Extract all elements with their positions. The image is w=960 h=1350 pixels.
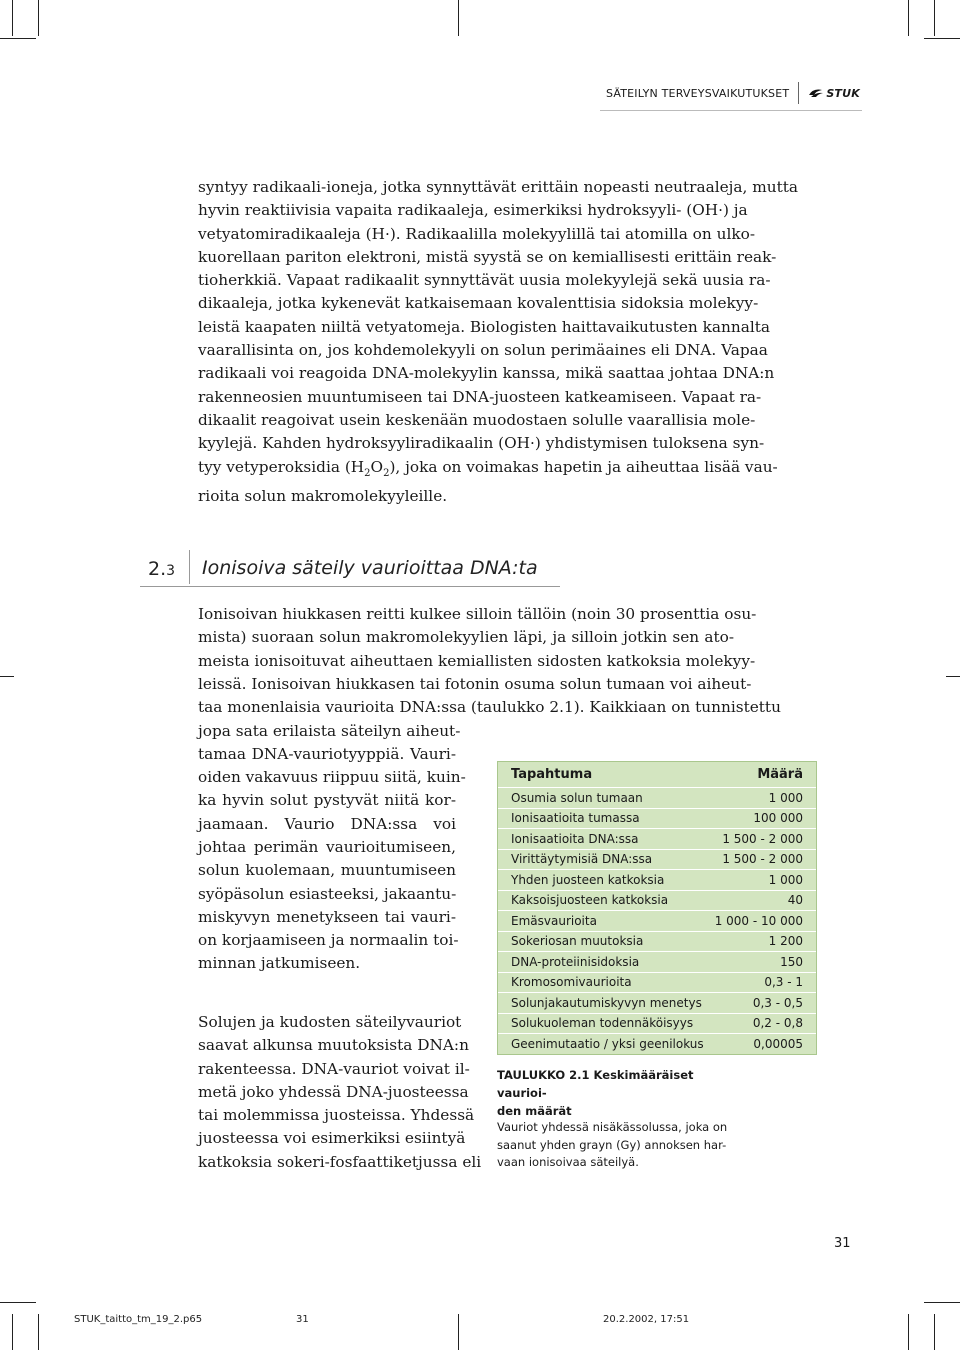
crop-mark: [12, 1314, 13, 1350]
text-line: kyylejä. Kahden hydroksyyliradikaalin (OH·) yhdistymisen tuloksena syn-: [198, 434, 765, 453]
table-cell-amount: 1 500 - 2 000: [722, 852, 803, 867]
text-line: rakenteessa. DNA-vauriot voivat il-: [198, 1059, 470, 1078]
table-row: [498, 972, 816, 993]
page-number: 31: [834, 1236, 851, 1251]
text-line: vaarallisinta on, jos kohdemolekyyli on solun perimäaines eli DNA. Vapaa: [198, 341, 768, 360]
text-line: jaamaan. Vaurio DNA:ssa voi: [198, 814, 456, 833]
text-line: kuorellaan pariton elektroni, mistä syystä se on kemiallisesti erittäin reak-: [198, 247, 777, 266]
table-header: [498, 762, 816, 787]
table-row: [498, 890, 816, 911]
section-heading: [140, 556, 560, 586]
text-line: leistä kaapaten niiltä vetyatomeja. Biologisten haittavaikutusten kannalta: [198, 317, 770, 336]
text-line: Ionisoivan hiukkasen reitti kulkee silloin tällöin (noin 30 prosenttia osu-: [198, 605, 757, 623]
section-number-sub: 3: [166, 563, 176, 579]
stuk-logo-icon: [808, 87, 824, 99]
table-cell-amount: 1 200: [768, 934, 803, 949]
table-cell-event: Geenimutaatio / yksi geenilokus: [511, 1036, 704, 1051]
text-line: ka hyvin solut pystyvät niitä kor-: [198, 791, 456, 810]
section-divider: [189, 550, 190, 584]
text-line: syöpäsolun esiasteeksi, jakaantu-: [198, 884, 457, 903]
table-cell-amount: 0,2 - 0,8: [752, 1016, 803, 1031]
text-line: minnan jatkumiseen.: [198, 954, 361, 973]
crop-mark: [934, 1314, 935, 1350]
stuk-logo-text: STUK: [826, 86, 860, 100]
text-line: Solujen ja kudosten säteilyvauriot: [198, 1013, 462, 1031]
table-cell-event: Emäsvaurioita: [511, 913, 597, 928]
caption-line: Vauriot yhdessä nisäkässolussa, joka on: [497, 1120, 728, 1134]
table-cell-event: Sokeriosan muutoksia: [511, 934, 644, 949]
table-cell-amount: 0,3 - 1: [764, 975, 803, 990]
table-row: [498, 1013, 816, 1034]
table-cell-event: Yhden juosteen katkoksia: [511, 872, 665, 887]
table-row: [498, 931, 816, 952]
table-header-event: Tapahtuma: [511, 767, 593, 782]
crop-mark: [38, 0, 39, 36]
text-line: radikaali voi reagoida DNA-molekyylin kanssa, mikä saattaa johtaa DNA:n: [198, 364, 775, 383]
crop-mark: [924, 38, 960, 39]
caption-line: TAULUKKO 2.1 Keskimääräiset vaurioi-: [497, 1068, 694, 1100]
section-number-main: 2.: [148, 558, 167, 580]
footer-filename: STUK_taitto_tm_19_2.p65: [74, 1314, 203, 1325]
table-cell-event: Ionisaatioita tumassa: [511, 811, 640, 826]
text-line: rioita solun makromolekyyleille.: [198, 486, 448, 505]
crop-mark: [458, 0, 459, 36]
formula-line: [198, 456, 778, 485]
table-cell-amount: 40: [787, 893, 803, 908]
table-cell-amount: 0,00005: [753, 1036, 803, 1051]
header-rule: [600, 110, 862, 111]
text-line: vetyatomiradikaaleja (H·). Radikaalilla molekyylillä tai atomilla on ulko-: [198, 224, 755, 243]
text-line: jopa sata erilaista säteilyn aiheut-: [198, 721, 461, 740]
text-line: saavat alkunsa muutoksista DNA:n: [198, 1036, 469, 1055]
text-line: meista ionisoituvat aiheuttaen kemiallisten sidosten katkoksia molekyy-: [198, 651, 756, 670]
text-line: taa monenlaisia vaurioita DNA:ssa (taulukko 2.1). Kaikkiaan on tunnistettu: [198, 698, 781, 717]
text-line: juosteessa voi esimerkiksi esiintyä: [198, 1129, 466, 1148]
text-line: rakenneosien muuntumiseen tai DNA-juosteen katkeamiseen. Vapaat ra-: [198, 387, 762, 406]
text-line: hyvin reaktiivisia vapaita radikaaleja, esimerkiksi hydroksyyli- (OH·) ja: [198, 201, 748, 220]
table-cell-amount: 1 000: [768, 790, 803, 805]
formula-text: O: [370, 457, 384, 476]
table-cell-amount: 150: [780, 954, 803, 969]
text-line: syntyy radikaali-ioneja, jotka synnyttävät erittäin nopeasti neutraaleja, mutta: [198, 178, 798, 196]
crop-mark: [908, 1314, 909, 1350]
text-line: leissä. Ionisoivan hiukkasen tai fotonin osuma solun tumaan voi aiheut-: [198, 674, 752, 693]
text-line: metä joko yhdessä DNA-juosteessa: [198, 1082, 469, 1101]
crop-mark: [0, 38, 36, 39]
running-title: SÄTEILYN TERVEYSVAIKUTUKSET: [605, 86, 790, 100]
table-caption-body: [497, 1119, 737, 1172]
section-title: Ionisoiva säteily vaurioittaa DNA:ta: [202, 557, 538, 579]
intro-paragraph: [198, 176, 798, 508]
table-cell-event: DNA-proteiinisidoksia: [511, 954, 640, 969]
crop-mark: [934, 0, 935, 36]
table-cell-event: Solunjakautumiskyvyn menetys: [511, 995, 702, 1010]
second-paragraph: [198, 1011, 482, 1174]
text-line: dikaaleja, jotka kykenevät katkaisemaan kovalenttisia sidoksia molekyy-: [198, 294, 759, 313]
crop-mark: [946, 676, 960, 677]
crop-mark: [0, 1302, 36, 1303]
table-row: [498, 992, 816, 1013]
formula-text: ), joka on voimakas hapetin ja aiheuttaa lisää vau-: [389, 457, 778, 476]
table-cell-amount: 1 000: [768, 872, 803, 887]
table-cell-amount: 0,3 - 0,5: [752, 995, 803, 1010]
caption-line: vaan ionisoivaa säteilyä.: [497, 1155, 639, 1169]
table-cell-event: Solukuoleman todennäköisyys: [511, 1016, 694, 1031]
text-line: dikaalit reagoivat usein keskenään muodostaen solulle vaarallisia mole-: [198, 410, 756, 429]
table-cell-event: Ionisaatioita DNA:ssa: [511, 831, 639, 846]
table-row: [498, 1033, 816, 1054]
table-cell-event: Virittäytymisiä DNA:ssa: [511, 852, 653, 867]
caption-line: den määrät: [497, 1104, 572, 1118]
footer-page: 31: [296, 1314, 309, 1325]
table-cell-amount: 100 000: [753, 811, 803, 826]
table-cell-event: Osumia solun tumaan: [511, 790, 643, 805]
formula-subscript: 2: [383, 467, 390, 479]
section-paragraph-narrow: [198, 720, 466, 976]
table-caption-title: [497, 1066, 737, 1120]
text-line: oiden vakavuus riippuu siitä, kuin-: [198, 768, 466, 787]
crop-mark: [924, 1302, 960, 1303]
dna-damage-table: [497, 761, 817, 1055]
text-line: solun kuolemaan, muuntumiseen: [198, 861, 456, 880]
text-line: tioherkkiä. Vapaat radikaalit synnyttävät uusia molekyylejä sekä uusia ra-: [198, 271, 771, 290]
section-paragraph-full: [198, 603, 781, 719]
text-line: miskyvyn menetykseen tai vauri-: [198, 907, 456, 926]
stuk-logo: [808, 87, 860, 100]
text-line: tamaa DNA-vauriotyyppiä. Vauri-: [198, 744, 456, 763]
footer-datetime: 20.2.2002, 17:51: [603, 1314, 690, 1325]
table-row: [498, 808, 816, 829]
text-line: mista) suoraan solun makromolekyylien läpi, ja silloin jotkin sen ato-: [198, 628, 734, 647]
text-line: tai molemmissa juosteissa. Yhdessä: [198, 1106, 475, 1125]
text-line: katkoksia sokeri-fosfaattiketjussa eli: [198, 1152, 482, 1171]
crop-mark: [38, 1314, 39, 1350]
section-underline: [140, 586, 560, 587]
table-row: [498, 869, 816, 890]
crop-mark: [12, 0, 13, 36]
running-header: [600, 84, 860, 102]
table-cell-amount: 1 500 - 2 000: [722, 831, 803, 846]
caption-line: saanut yhden grayn (Gy) annoksen har-: [497, 1137, 727, 1152]
table-row: [498, 910, 816, 931]
table-row: [498, 828, 816, 849]
text-line: johtaa perimän vaurioitumiseen,: [198, 837, 456, 856]
table-cell-amount: 1 000 - 10 000: [714, 913, 803, 928]
table-cell-event: Kaksoisjuosteen katkoksia: [511, 893, 669, 908]
crop-mark: [908, 0, 909, 36]
text-line: on korjaamiseen ja normaalin toi-: [198, 931, 459, 950]
crop-mark: [0, 676, 14, 677]
table-cell-event: Kromosomivaurioita: [511, 975, 632, 990]
table-header-amount: Määrä: [757, 767, 803, 782]
table-row: [498, 951, 816, 972]
formula-subscript: 2: [364, 467, 371, 479]
table-row: [498, 849, 816, 870]
table-row: [498, 787, 816, 808]
section-number: [148, 558, 175, 580]
crop-mark: [458, 1314, 459, 1350]
formula-text: tyy vetyperoksidia (H: [198, 457, 365, 476]
header-divider: [798, 82, 799, 104]
